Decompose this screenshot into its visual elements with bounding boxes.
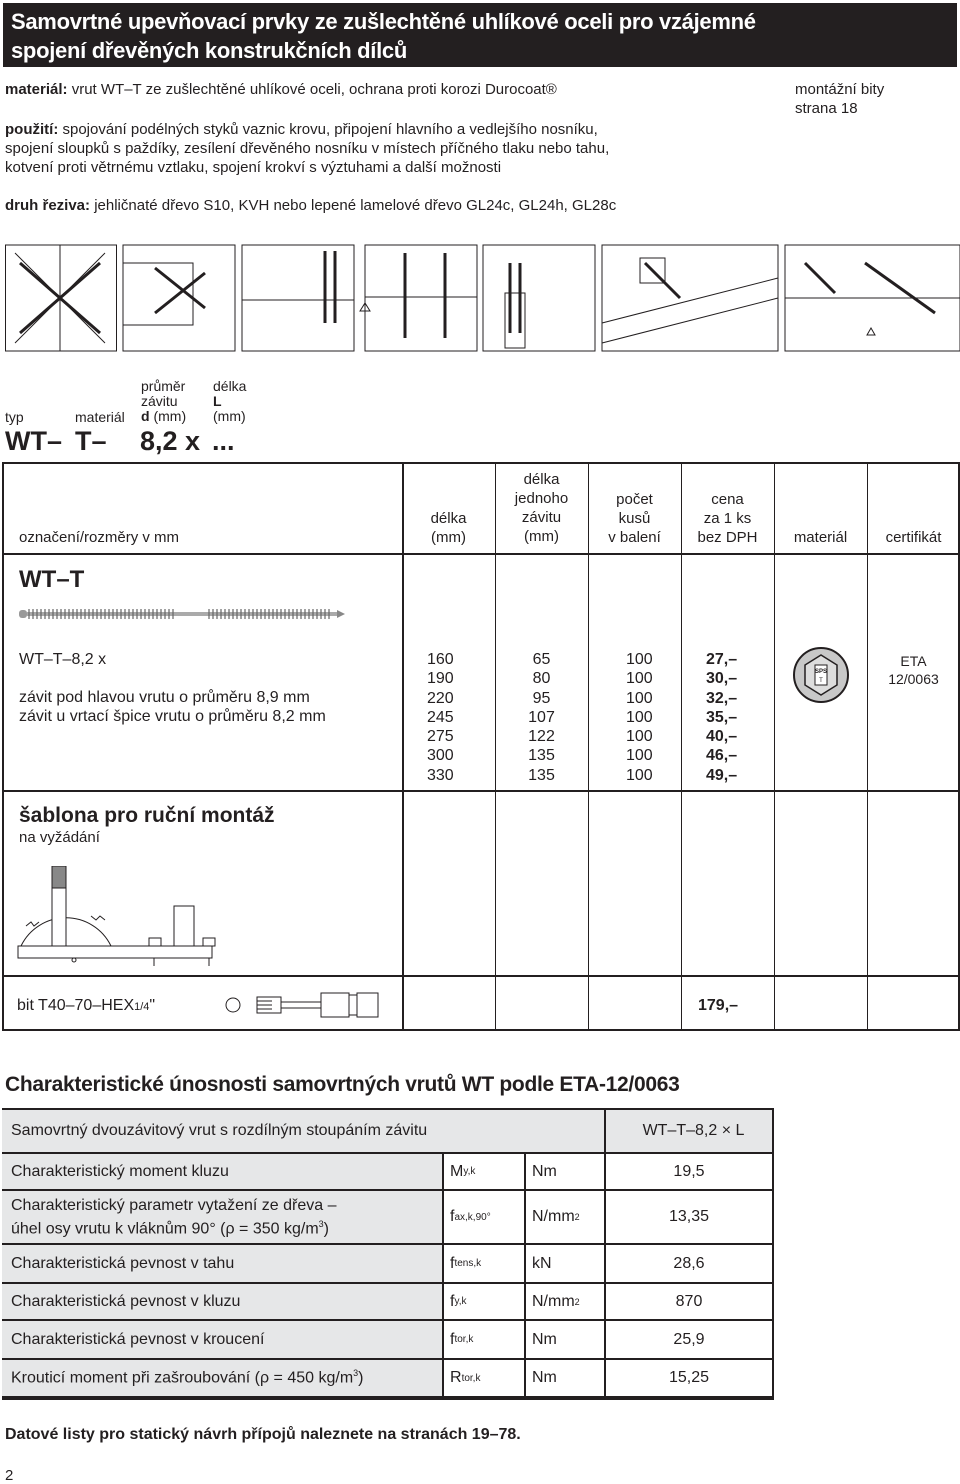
length-value: 190	[427, 670, 454, 688]
count-value: 100	[626, 747, 653, 765]
properties-title: Charakteristické únosnosti samovrtných vrutů WT podle ETA-12/0063	[5, 1073, 680, 1096]
properties-header-value: WT–T–8,2 × L	[606, 1110, 772, 1152]
property-symbol: f	[450, 1208, 455, 1225]
diam-symbol: d	[141, 408, 150, 424]
use-label: použití:	[5, 121, 59, 138]
illustration-rafter	[602, 245, 778, 351]
material-code-label: materiál	[75, 409, 125, 425]
wood-line	[5, 196, 616, 215]
property-symbol-sub: ax,k,90°	[454, 1211, 491, 1223]
template-title: šablona pro ruční montáž	[19, 804, 275, 827]
property-label: Charakteristická pevnost v tahu	[11, 1254, 235, 1272]
property-value: 28,6	[673, 1254, 705, 1272]
price-value: 32,–	[706, 689, 738, 707]
thread-value: 122	[528, 728, 555, 746]
section-title: WT–T	[19, 566, 85, 593]
property-unit: Nm	[532, 1369, 557, 1386]
property-value: 15,25	[668, 1369, 710, 1386]
bits-ref-page: strana 18	[795, 100, 858, 117]
sps-material-badge-icon	[791, 645, 851, 705]
price-value: 40,–	[706, 728, 738, 746]
header-material: materiál	[793, 529, 848, 546]
len-symbol: L	[213, 393, 222, 409]
length-value: 160	[427, 651, 454, 668]
use-text: spojování podélných styků vaznic krovu, připojení hlavního a vedlejšího nosníku,	[58, 121, 598, 138]
property-symbol: f	[450, 1292, 455, 1310]
product-note: závit u vrtací špice vrutu o průměru 8,2 mm	[19, 708, 326, 725]
counts-column	[626, 650, 653, 785]
price-value: 27,–	[706, 651, 738, 668]
illustration-stiffener	[785, 245, 960, 351]
header-text: (mm)	[431, 529, 466, 546]
property-label-end: )	[358, 1369, 364, 1387]
illustration-reinforcement	[365, 245, 477, 351]
bit-fraction: 1/4	[134, 1001, 150, 1013]
material-text: vrut WT–T ze zušlechtěné uhlíkové oceli, ochrana proti korozi Durocoat®	[67, 81, 557, 98]
property-row	[2, 1191, 772, 1245]
mounting-template-image	[16, 866, 216, 966]
properties-header-row	[2, 1110, 772, 1154]
page-title	[3, 3, 957, 67]
price-value: 30,–	[706, 670, 738, 688]
property-symbol-sub: y,k	[463, 1166, 476, 1177]
property-row	[2, 1284, 772, 1321]
diam-line: závitu	[141, 393, 178, 409]
bit-price: 179,–	[698, 997, 739, 1014]
header-text: (mm)	[524, 528, 559, 545]
property-symbol: M	[450, 1162, 464, 1180]
property-row	[2, 1321, 772, 1360]
lengths-column	[427, 650, 454, 785]
bit-inch: "	[149, 997, 156, 1014]
type-code-typ: WT–	[5, 426, 62, 456]
header-price	[681, 490, 774, 547]
length-value: 245	[427, 708, 454, 726]
property-label: Charakteristická pevnost v kroucení	[11, 1330, 265, 1348]
price-value: 49,–	[706, 766, 738, 784]
page-number: 2	[5, 1467, 14, 1484]
type-code-material: T–	[75, 426, 107, 456]
length-value: 330	[427, 766, 454, 784]
property-row	[2, 1360, 772, 1398]
property-symbol: R	[450, 1369, 462, 1386]
cert-text: 12/0063	[888, 671, 939, 687]
header-text: počet	[616, 491, 653, 508]
count-value: 100	[626, 689, 653, 707]
property-symbol-sub: tor,k	[461, 1372, 481, 1384]
length-value: 300	[427, 747, 454, 765]
property-unit-sup: 2	[574, 1212, 580, 1222]
header-text: závitu	[521, 509, 562, 526]
certificate-eta	[867, 652, 960, 688]
properties-header-label: Samovrtný dvouzávitový vrut s rozdílným stoupáním závitu	[2, 1110, 606, 1152]
bit-name: bit T40–70–HEX	[17, 997, 135, 1014]
diam-line: průměr	[141, 378, 186, 394]
material-label: materiál:	[5, 81, 68, 98]
property-label: Charakteristický parametr vytažení ze dřeva –	[11, 1196, 337, 1214]
count-value: 100	[626, 728, 653, 746]
header-text: bez DPH	[697, 529, 758, 546]
property-label-sup: 3	[318, 1218, 324, 1229]
template-subtitle: na vyžádání	[19, 829, 100, 846]
illustration-wind-anchor	[483, 245, 595, 351]
property-label: Charakteristický moment kluzu	[11, 1162, 229, 1180]
header-count	[588, 490, 681, 547]
material-line	[5, 80, 557, 99]
threads-column	[495, 650, 588, 785]
count-value: 100	[626, 651, 653, 668]
property-value: 25,9	[673, 1330, 705, 1348]
property-symbol-sub: y,k	[454, 1296, 467, 1307]
property-value: 870	[675, 1292, 703, 1310]
product-note: závit pod hlavou vrutu o průměru 8,9 mm	[19, 689, 310, 706]
thread-value: 135	[528, 747, 555, 765]
application-illustrations	[5, 243, 960, 355]
property-label-sup: 3	[353, 1368, 359, 1379]
property-unit: Nm	[532, 1162, 557, 1180]
property-label: úhel osy vrutu k vláknům 90° (ρ = 350 kg/m	[11, 1220, 319, 1238]
svg-text:SPS: SPS	[814, 669, 828, 675]
length-value: 275	[427, 728, 454, 746]
wood-label: druh řeziva:	[5, 197, 91, 214]
type-code-diameter: 8,2 x	[140, 426, 201, 456]
property-label: Charakteristická pevnost v kluzu	[11, 1292, 241, 1310]
price-value: 46,–	[706, 747, 738, 765]
count-value: 100	[626, 766, 653, 784]
use-text: kotvení proti větrnému vztlaku, spojení krokví s výztuhami a další možnosti	[5, 159, 502, 176]
len-unit: (mm)	[213, 408, 246, 424]
header-text: cena	[711, 491, 744, 508]
thread-value: 80	[532, 670, 551, 688]
illustration-post-connection	[242, 245, 370, 351]
illustration-truss-joint	[6, 245, 117, 351]
property-unit-sup: 2	[574, 1296, 580, 1307]
bits-reference[interactable]	[795, 80, 884, 118]
count-value: 100	[626, 708, 653, 726]
wood-text: jehličnaté dřevo S10, KVH nebo lepené lamelové dřevo GL24c, GL24h, GL28c	[90, 197, 617, 214]
torx-bit-icon	[222, 990, 387, 1020]
property-unit: N/mm	[532, 1292, 575, 1310]
product-table	[2, 462, 960, 1031]
cert-text: ETA	[900, 653, 927, 669]
typ-label: typ	[5, 409, 24, 425]
title-line-2: spojení dřevěných konstrukčních dílců	[11, 38, 408, 63]
header-designation: označení/rozměry v mm	[19, 529, 180, 546]
header-text: délka	[523, 471, 560, 488]
bits-ref-line: montážní bity	[795, 81, 885, 98]
len-line: délka	[213, 378, 247, 394]
property-value: 13,35	[668, 1208, 710, 1225]
header-certificate: certifikát	[885, 529, 942, 546]
header-length	[402, 509, 495, 547]
use-text: spojení sloupků s paždíky, zesílení dřevěného nosníku v místech příčného tlaku nebo tahu,	[5, 140, 610, 157]
thread-value: 107	[528, 708, 555, 726]
header-thread-length	[495, 470, 588, 546]
thread-value: 65	[532, 651, 551, 668]
screw-image	[19, 606, 349, 622]
property-label-end: )	[323, 1220, 329, 1238]
price-value: 35,–	[706, 708, 738, 726]
product-name: WT–T–8,2 x	[19, 651, 107, 668]
property-row	[2, 1154, 772, 1191]
property-symbol-sub: tor,k	[454, 1334, 474, 1345]
property-symbol: f	[450, 1254, 455, 1272]
header-text: kusů	[618, 510, 651, 527]
header-text: jednoho	[514, 490, 569, 507]
use-block	[5, 120, 609, 177]
property-label: Krouticí moment při zašroubování (ρ = 450 kg/m	[11, 1369, 354, 1387]
header-text: za 1 ks	[703, 510, 752, 527]
svg-text:T: T	[819, 678, 823, 684]
footer-note: Datové listy pro statický návrh přípojů naleznete na stranách 19–78.	[5, 1426, 521, 1443]
diameter-label	[141, 379, 186, 424]
title-line-1: Samovrtné upevňovací prvky ze zušlechtěné uhlíkové oceli pro vzájemné	[11, 9, 756, 34]
property-row	[2, 1245, 772, 1284]
property-unit: kN	[532, 1254, 552, 1272]
property-symbol-sub: tens,k	[454, 1258, 482, 1269]
length-label	[213, 379, 246, 424]
length-value: 220	[427, 689, 454, 707]
property-unit: N/mm	[532, 1208, 575, 1225]
property-symbol: f	[450, 1330, 455, 1348]
illustration-beam-connection	[123, 245, 235, 351]
diam-unit: (mm)	[149, 408, 187, 424]
property-unit: Nm	[532, 1330, 557, 1348]
type-code-length: ...	[212, 426, 235, 456]
bit-label	[17, 997, 155, 1015]
thread-value: 135	[528, 766, 555, 784]
header-text: délka	[430, 510, 467, 527]
header-text: v balení	[608, 529, 661, 546]
count-value: 100	[626, 670, 653, 688]
property-value: 19,5	[673, 1162, 705, 1180]
prices-column	[706, 650, 737, 785]
thread-value: 95	[532, 689, 551, 707]
